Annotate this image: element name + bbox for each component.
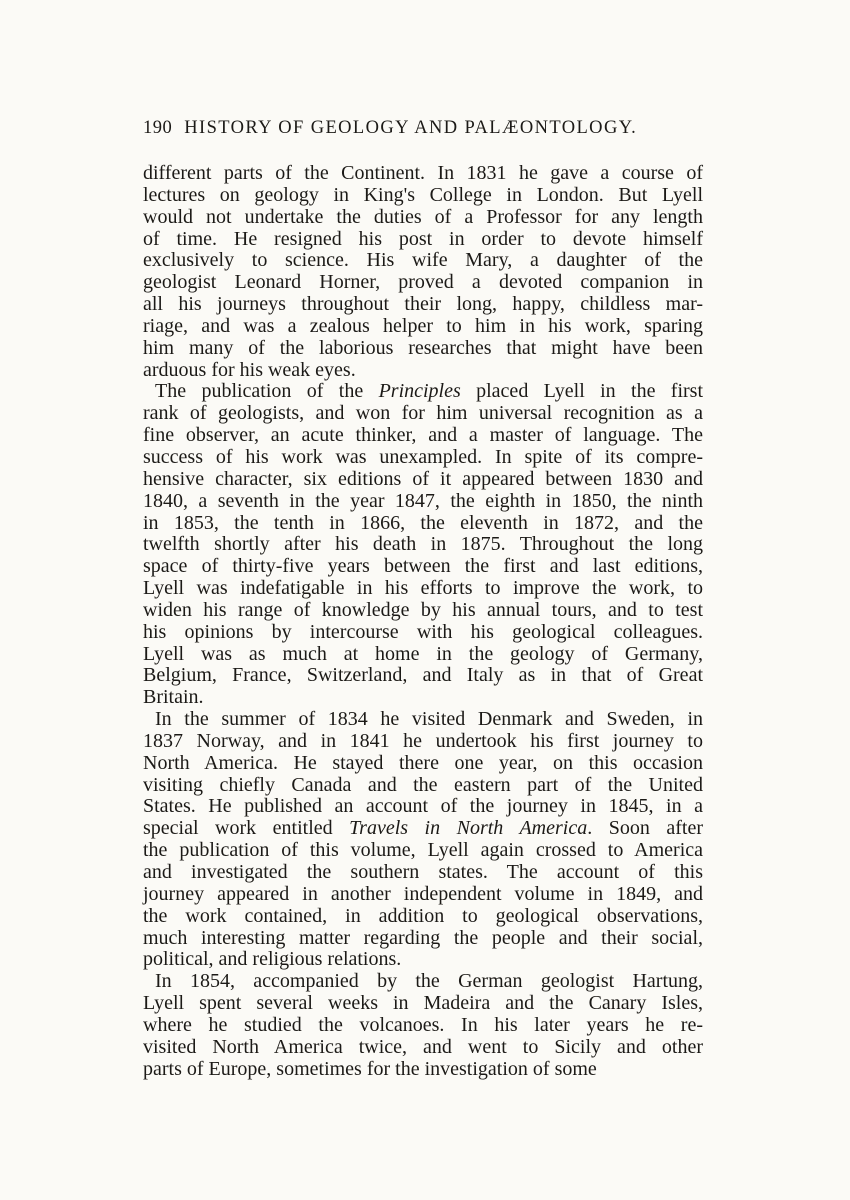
text-segment: 1837 Norway, and in 1841 he undertook his first journey to (143, 729, 703, 752)
body-text (143, 163, 703, 1080)
text-segment: twelfth shortly after his death in 1875. Throughout the long (143, 533, 703, 556)
text-line (143, 316, 703, 338)
text-line (143, 687, 703, 709)
text-segment: him many of the laborious researches that might have been (143, 336, 703, 359)
text-line (143, 447, 703, 469)
text-segment: exclusively to science. His wife Mary, a daughter of the (143, 249, 703, 272)
text-segment: In 1854, accompanied by the German geologist Hartung, (155, 970, 703, 993)
text-segment: much interesting matter regarding the people and their social, (143, 926, 703, 949)
text-line (143, 862, 703, 884)
text-line (143, 250, 703, 272)
text-segment: widen his range of knowledge by his annual tours, and to test (143, 598, 703, 621)
text-line (143, 534, 703, 556)
text-line (143, 818, 703, 840)
text-segment: special work entitled (143, 817, 350, 840)
text-line (143, 622, 703, 644)
text-line (143, 1037, 703, 1059)
text-segment: Lyell was as much at home in the geology of Germany, (143, 642, 703, 665)
text-segment: political, and religious relations. (143, 948, 402, 971)
text-segment: Lyell spent several weeks in Madeira and the Canary Isles, (143, 992, 703, 1015)
text-line (143, 294, 703, 316)
text-line (143, 928, 703, 950)
text-segment: . Soon after (587, 817, 703, 840)
text-line (143, 665, 703, 687)
text-line (143, 775, 703, 797)
text-segment: would not undertake the duties of a Professor for any length (143, 205, 703, 228)
text-segment: arduous for his weak eyes. (143, 358, 356, 381)
text-line (143, 381, 703, 403)
text-segment: parts of Europe, sometimes for the investigation of some (143, 1057, 597, 1080)
text-line (143, 600, 703, 622)
text-segment: space of thirty-five years between the first and last editions, (143, 555, 703, 578)
text-segment: visited North America twice, and went to Sicily and other (143, 1035, 703, 1058)
text-segment: all his journeys throughout their long, happy, childless mar- (143, 293, 703, 316)
text-segment: Britain. (143, 686, 204, 709)
text-line (143, 185, 703, 207)
text-segment: the publication of this volume, Lyell again crossed to America (143, 839, 703, 862)
text-line (143, 556, 703, 578)
text-segment: geologist Leonard Horner, proved a devoted companion in (143, 271, 703, 294)
text-line (143, 163, 703, 185)
text-segment: 1840, a seventh in the year 1847, the eighth in 1850, the ninth (143, 489, 703, 512)
text-line (143, 884, 703, 906)
text-line (143, 709, 703, 731)
text-line (143, 272, 703, 294)
text-line (143, 491, 703, 513)
text-line (143, 731, 703, 753)
text-line (143, 469, 703, 491)
italic-title: Principles (378, 380, 461, 403)
text-line (143, 403, 703, 425)
text-line (143, 207, 703, 229)
text-segment: hensive character, six editions of it appeared between 1830 and (143, 467, 703, 490)
text-segment: rank of geologists, and won for him universal recognition as a (143, 402, 703, 425)
text-segment: Lyell was indefatigable in his efforts to improve the work, to (143, 577, 703, 600)
text-segment: his opinions by intercourse with his geological colleagues. (143, 620, 703, 643)
text-line (143, 644, 703, 666)
text-segment: lectures on geology in King's College in London. But Lyell (143, 183, 703, 206)
text-line (143, 229, 703, 251)
text-segment: and investigated the southern states. The account of this (143, 861, 703, 883)
text-segment: In the summer of 1834 he visited Denmark and Sweden, in (155, 708, 703, 731)
text-line (143, 906, 703, 928)
text-segment: States. He published an account of the journey in 1845, in a (143, 795, 703, 818)
text-segment: The publication of the (155, 380, 379, 403)
text-segment: journey appeared in another independent volume in 1849, and (143, 882, 703, 905)
text-line (143, 360, 703, 382)
running-head (143, 116, 703, 140)
text-line (143, 993, 703, 1015)
text-line (143, 1059, 703, 1081)
text-segment: success of his work was unexampled. In spite of its compre- (143, 445, 703, 468)
text-segment: visiting chiefly Canada and the eastern part of the United (143, 773, 703, 796)
text-segment: in 1853, the tenth in 1866, the eleventh in 1872, and the (143, 511, 703, 534)
text-line (143, 1015, 703, 1037)
italic-title: Travels in North America (349, 817, 588, 840)
text-line (143, 840, 703, 862)
text-segment: riage, and was a zealous helper to him in his work, sparing (143, 314, 703, 337)
running-title: HISTORY OF GEOLOGY AND PALÆONTOLOGY. (184, 118, 638, 138)
text-segment: the work contained, in addition to geological observations, (143, 904, 703, 927)
text-segment: placed Lyell in the first (460, 380, 704, 403)
text-line (143, 578, 703, 600)
text-segment: North America. He stayed there one year, on this occasion (143, 751, 703, 774)
text-line (143, 971, 703, 993)
text-line (143, 753, 703, 775)
text-segment: of time. He resigned his post in order to devote himself (143, 227, 703, 250)
text-line (143, 425, 703, 447)
text-line (143, 949, 703, 971)
text-segment: different parts of the Continent. In 1831 he gave a course of (143, 162, 703, 184)
text-segment: Belgium, France, Switzerland, and Italy as in that of Great (143, 664, 703, 687)
text-segment: where he studied the volcanoes. In his later years he re- (143, 1013, 703, 1036)
text-segment: fine observer, an acute thinker, and a master of language. The (143, 424, 703, 447)
text-line (143, 513, 703, 535)
page-number: 190 (143, 118, 173, 138)
text-line (143, 338, 703, 360)
text-line (143, 796, 703, 818)
